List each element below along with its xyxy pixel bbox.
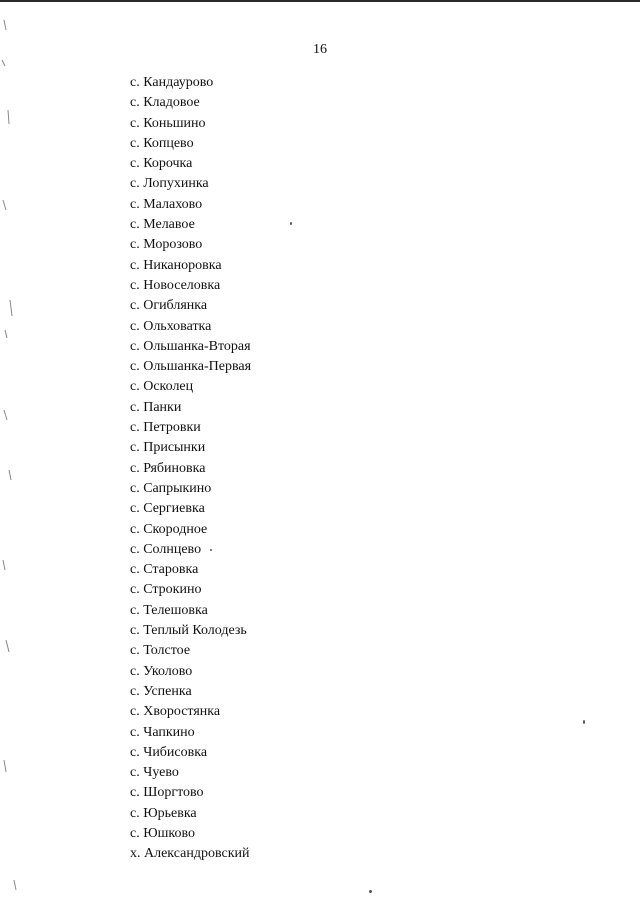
settlement-item: с. Сергиевка [130, 501, 205, 517]
settlement-item: с. Телешовка [130, 602, 208, 618]
scan-top-edge [0, 0, 640, 2]
settlement-item: с. Хворостянка [130, 704, 221, 720]
settlement-item: с. Юрьевка [130, 805, 197, 821]
settlement-item: с. Толстое [130, 643, 191, 659]
settlement-item: х. Александровский [130, 846, 250, 862]
settlement-item: с. Скородное [130, 521, 208, 537]
settlement-item: с. Чапкино [130, 724, 195, 740]
settlement-item: с. Ольшанка-Вторая [130, 338, 251, 354]
settlement-item: с. Малахово [130, 196, 203, 212]
settlement-item: с. Уколово [130, 663, 193, 679]
settlement-item: с. Кладовое [130, 95, 200, 111]
settlement-item: с. Чуево [130, 765, 179, 781]
settlement-item: с. Шоргтово [130, 785, 204, 801]
settlement-item: с. Присынки [130, 440, 206, 456]
settlement-item: с. Сапрыкино [130, 480, 212, 496]
settlement-item: с. Лопухинка [130, 176, 209, 192]
settlement-item: с. Чибисовка [130, 744, 208, 760]
scan-edge-artifacts [0, 0, 30, 905]
settlement-item: с. Копцево [130, 135, 194, 151]
scan-speck [369, 890, 372, 893]
settlement-item: с. Ольшанка-Первая [130, 359, 252, 375]
settlement-item: с. Панки [130, 399, 182, 415]
settlement-item: с. Новоселовка [130, 277, 221, 293]
settlement-item: с. Ольховатка [130, 318, 212, 334]
settlement-item: с. Мелавое [130, 217, 195, 233]
settlement-item: с. Морозово [130, 237, 203, 253]
settlement-item: с. Осколец [130, 379, 194, 395]
settlement-item: с. Огиблянка [130, 298, 208, 314]
settlement-item: с. Успенка [130, 683, 192, 699]
scan-speck [210, 549, 212, 551]
settlement-item: с. Юшково [130, 825, 195, 841]
settlement-item: с. Петровки [130, 420, 201, 436]
scan-speck [290, 222, 292, 225]
settlement-item: с. Солнцево [130, 541, 202, 557]
settlement-item: с. Никаноровка [130, 257, 222, 273]
settlement-item: с. Старовка [130, 562, 199, 578]
page-number: 16 [313, 42, 327, 57]
settlement-item: с. Рябиновка [130, 460, 206, 476]
settlement-item: с. Строкино [130, 582, 202, 598]
settlement-item: с. Корочка [130, 156, 193, 172]
scan-speck [583, 720, 585, 724]
settlement-item: с. Теплый Колодезь [130, 623, 247, 639]
settlement-item: с. Коньшино [130, 115, 206, 131]
settlement-list [130, 73, 251, 865]
settlement-item: с. Кандаурово [130, 75, 214, 90]
